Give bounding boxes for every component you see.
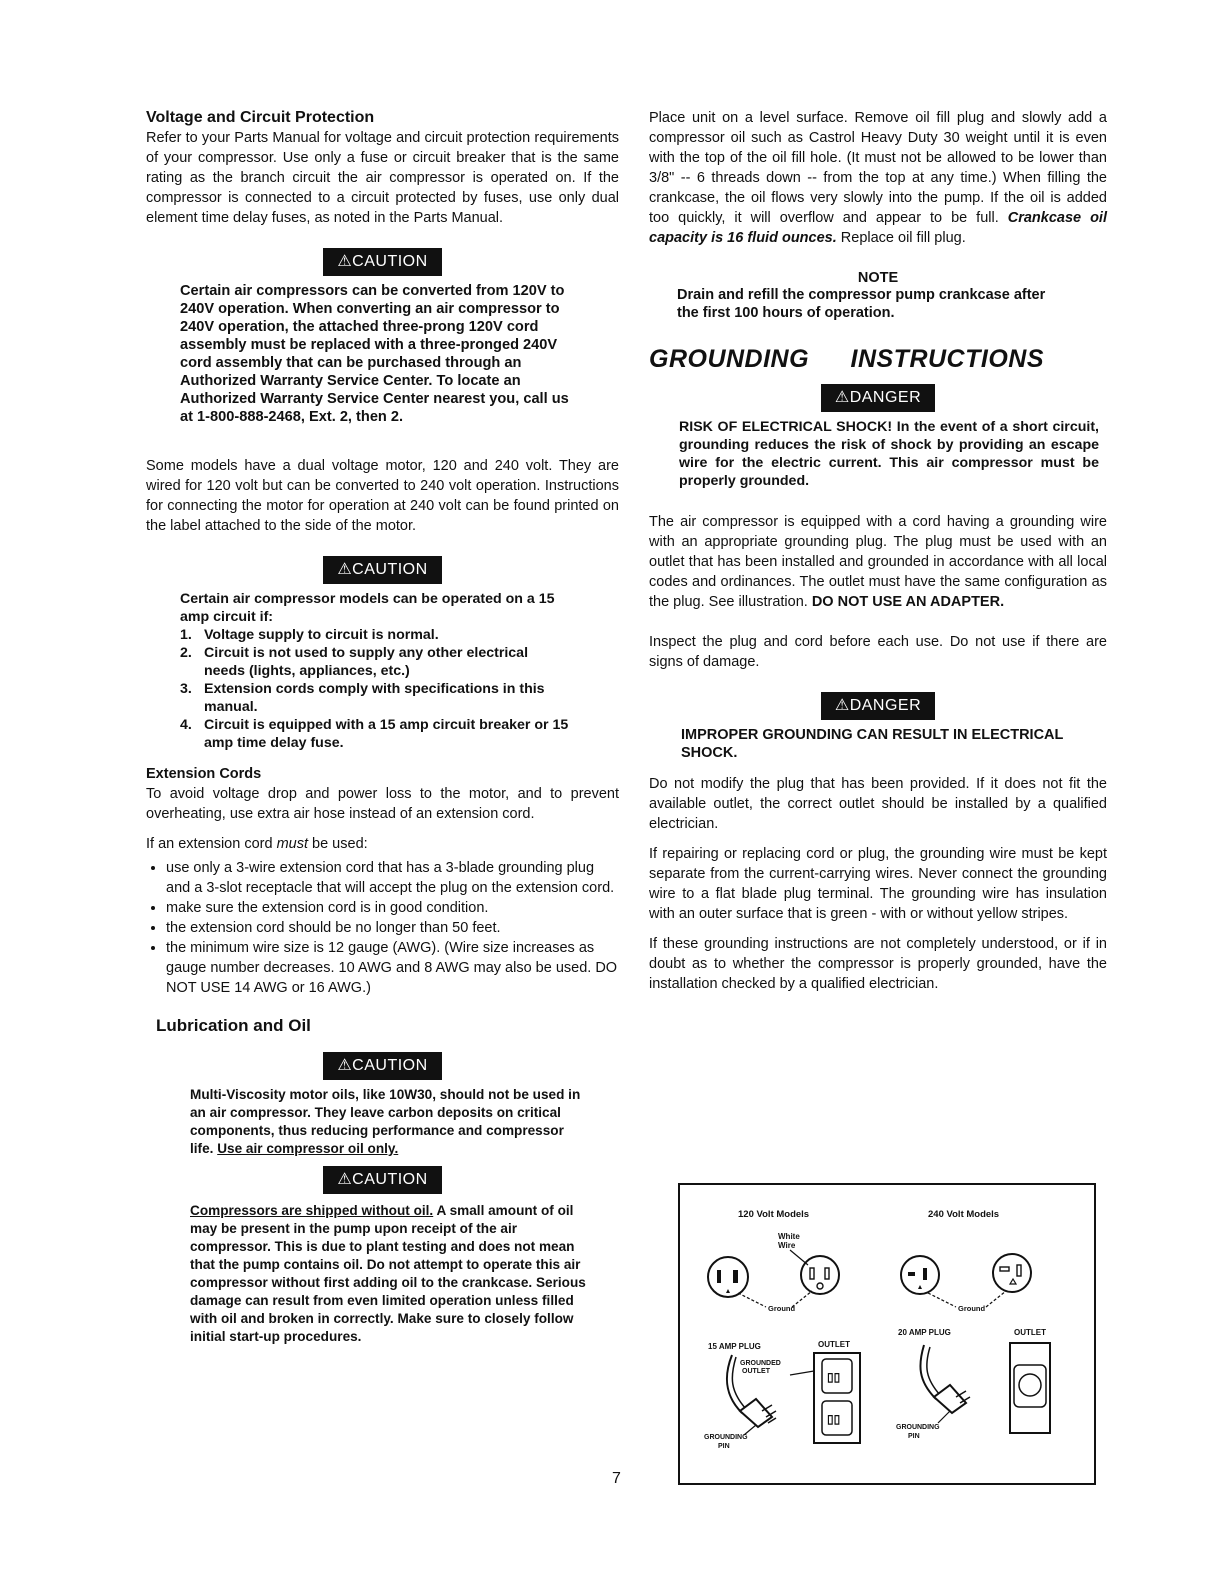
danger-label: ⚠DANGER	[821, 384, 935, 412]
grounding-pin-label-2: PIN	[718, 1443, 730, 1450]
right-column	[649, 108, 1107, 994]
oil-fill-text: Place unit on a level surface. Remove oil fill plug and slowly add a compressor oil such as Castrol Heavy Duty 30 weight until it is even with the top of the oil fill hole. (It must not be allowed to be lower than 3/8" -- 6 threads down -- from the top at any time.) When filling the crankcase, the oil flows very slowly into the pump. If the oil is added too quickly, it will overflow and appear to be full. Crankcase oil capacity is 16 fluid ounces. Replace oil fill plug.	[649, 110, 1107, 246]
grounded-outlet-label-2: OUTLET	[742, 1368, 770, 1375]
note-title: NOTE	[857, 270, 899, 286]
circuit-conditions-list	[146, 626, 619, 752]
caution-label: ⚠CAUTION	[323, 248, 441, 276]
caution-text-3: Multi-Viscosity motor oils, like 10W30, should not be used in an air compressor. They leave carbon deposits on critical components, thus reducing performance and compressor life. Use air compressor oil only.	[190, 1087, 581, 1156]
plug-face-240-icon	[901, 1256, 939, 1294]
list-item: • make sure the extension cord is in good condition.	[166, 898, 619, 918]
danger-text-2: IMPROPER GROUNDING CAN RESULT IN ELECTRICAL SHOCK.	[681, 727, 1064, 761]
outlet-120-icon	[814, 1353, 860, 1443]
caution-intro-2: Certain air compressor models can be operated on a 15 amp circuit if:	[180, 591, 555, 625]
receptacle-glyph-2: ▯▯	[827, 1412, 841, 1426]
extension-body: To avoid voltage drop and power loss to the motor, and to prevent overheating, use extra air hose instead of an extension cord.	[146, 786, 619, 822]
white-wire-label-2: Wire	[778, 1241, 796, 1250]
grounding-heading: GROUNDING INSTRUCTIONS	[649, 345, 1044, 373]
plug-outlet-diagram	[680, 1185, 1094, 1483]
list-item: • use only a 3-wire extension cord that has a 3-blade grounding plug and a 3-slot receptacle that will accept the plug on the extension cord.	[166, 858, 619, 898]
20-amp-plug-label: 20 AMP PLUG	[898, 1328, 951, 1337]
grounding-pin-240-label-2: PIN	[908, 1433, 920, 1440]
extension-must: If an extension cord must be used:	[146, 836, 368, 852]
danger-badge-1	[649, 384, 1107, 412]
outlet-label-120: OUTLET	[818, 1340, 850, 1349]
list-item: • the minimum wire size is 12 gauge (AWG). (Wire size increases as gauge number decreases. 10 AWG and 8 AWG may also be used. DO NOT USE 14 AWG or 16 AWG.)	[166, 938, 619, 998]
plug-face-120-icon	[708, 1257, 748, 1297]
list-item: 2. Circuit is not used to supply any other electrical needs (lights, appliances, etc.)	[180, 645, 529, 679]
ground-label-240: Ground	[958, 1304, 986, 1313]
left-column	[146, 108, 619, 1346]
outlet-240-icon	[1010, 1343, 1050, 1433]
inspect-text: Inspect the plug and cord before each use. Do not use if there are signs of damage.	[649, 634, 1107, 670]
voltage-heading: Voltage and Circuit Protection	[146, 109, 375, 126]
list-item: 1. Voltage supply to circuit is normal.	[180, 627, 439, 643]
modify-text: Do not modify the plug that has been provided. If it does not fit the available outlet, the correct outlet should be installed by a qualified electrician.	[649, 776, 1107, 832]
title-120-volt: 120 Volt Models	[738, 1209, 810, 1220]
caution-label: ⚠CAUTION	[323, 556, 441, 584]
caution-label: ⚠CAUTION	[323, 1166, 441, 1194]
20-amp-plug-icon	[920, 1345, 970, 1413]
ground-label: Ground	[768, 1304, 796, 1313]
receptacle-glyph: ▯▯	[827, 1370, 841, 1384]
cord-text: The air compressor is equipped with a cord having a grounding wire with an appropriate grounding plug. The plug must be used with an outlet that has been installed and grounded in accordance with all local codes and ordinances. The outlet must have the same configuration as the plug. See illustration. DO NOT USE AN ADAPTER.	[649, 514, 1107, 610]
danger-text-1: RISK OF ELECTRICAL SHOCK! In the event of a short circuit, grounding reduces the risk of shock by providing an escape wire for the electric current. This air compressor must be properly grounded.	[679, 419, 1099, 489]
15-amp-plug-label: 15 AMP PLUG	[708, 1342, 761, 1351]
white-wire-label: White	[778, 1232, 800, 1241]
caution-badge-3	[146, 1052, 619, 1080]
voltage-body: Refer to your Parts Manual for voltage and circuit protection requirements of your compressor. Use only a fuse or circuit breaker that is the same rating as the branch circuit the air compressor is operated on. If the compressor is connected to a circuit protected by fuses, use only dual element time delay fuses, as noted in the Parts Manual.	[146, 130, 619, 226]
extension-bullets	[146, 858, 619, 998]
caution-text-4: Compressors are shipped without oil. A small amount of oil may be present in the pump upon receipt of the air compressor. This is due to plant testing and does not mean that the pump contains oil. Do not attempt to operate this air compressor without first adding oil to the crankcase. Serious damage can result from even limited operation unless filled with oil and broken in correctly. Make sure to closely follow initial start-up procedures.	[190, 1203, 586, 1344]
dual-voltage-text: Some models have a dual voltage motor, 120 and 240 volt. They are wired for 120 volt but can be converted to 240 volt operation. Instructions for connecting the motor for operation at 240 volt can be found printed on the label attached to the side of the motor.	[146, 458, 619, 534]
list-item: 3. Extension cords comply with specifications in this manual.	[180, 681, 545, 715]
grounding-illustration	[678, 1183, 1096, 1485]
danger-badge-2	[649, 692, 1107, 720]
caution-label: ⚠CAUTION	[323, 1052, 441, 1080]
repair-text: If repairing or replacing cord or plug, the grounding wire must be kept separate from the current-carrying wires. Never connect the grounding wire to a flat blade plug terminal. The grounding wire has insulation with an outer surface that is green - with or without yellow stripes.	[649, 846, 1107, 922]
grounding-pin-240-label: GROUNDING	[896, 1424, 940, 1431]
caution-badge-1	[146, 248, 619, 276]
grounded-outlet-label: GROUNDED	[740, 1360, 781, 1367]
outlet-face-120-icon	[801, 1256, 839, 1294]
list-item: • the extension cord should be no longer than 50 feet.	[166, 918, 619, 938]
note-text: Drain and refill the compressor pump crankcase after the first 100 hours of operation.	[677, 287, 1046, 321]
outlet-face-240-icon	[993, 1254, 1031, 1292]
caution-badge-4	[146, 1166, 619, 1194]
danger-label: ⚠DANGER	[821, 692, 935, 720]
list-item: 4. Circuit is equipped with a 15 amp circuit breaker or 15 amp time delay fuse.	[180, 717, 569, 751]
lubrication-heading: Lubrication and Oil	[156, 1016, 311, 1035]
extension-heading: Extension Cords	[146, 766, 262, 782]
doubt-text: If these grounding instructions are not completely understood, or if in doubt as to whether the compressor is properly grounded, have the installation checked by a qualified electrician.	[649, 936, 1107, 992]
caution-text-1: Certain air compressors can be converted from 120V to 240V operation. When converting an air compressor to 240V operation, the attached three-prong 120V cord assembly must be replaced with a three-pronged 240V cord assembly that can be purchased through an Authorized Warranty Service Center. To locate an Authorized Warranty Service Center nearest you, call us at 1-800-888-2468, Ext. 2, then 2.	[180, 283, 569, 425]
grounding-pin-label: GROUNDING	[704, 1434, 748, 1441]
title-240-volt: 240 Volt Models	[928, 1209, 1000, 1220]
caution-badge-2	[146, 556, 619, 584]
page-number: 7	[612, 1470, 621, 1487]
outlet-label-240: OUTLET	[1014, 1328, 1046, 1337]
